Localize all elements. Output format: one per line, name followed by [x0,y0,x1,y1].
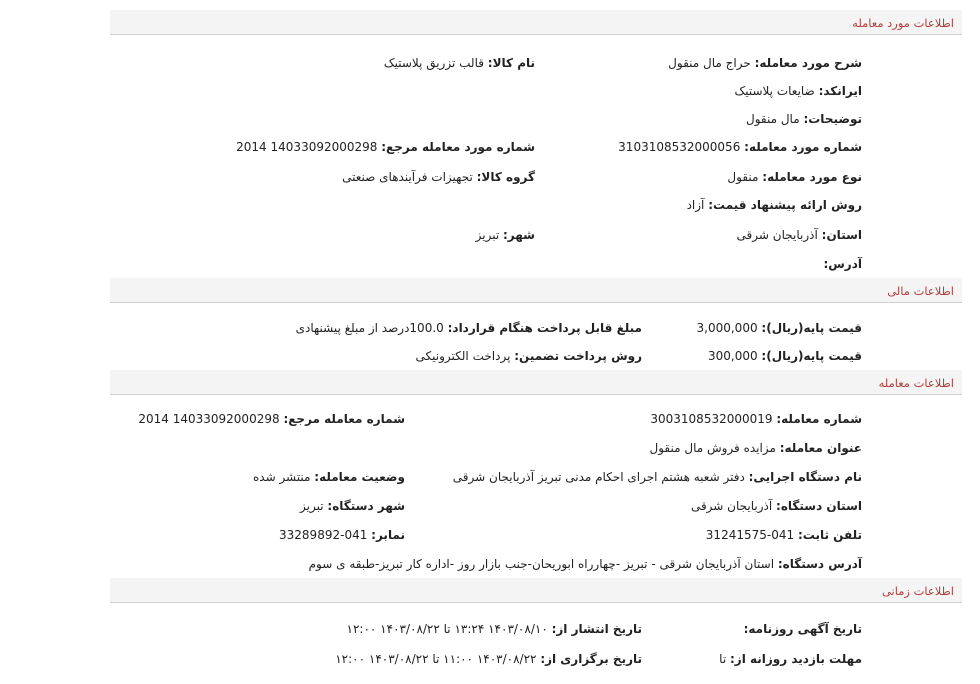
field-item-number: شماره مورد معامله: 3103108532000056 [618,140,862,154]
field-newspaper-date: تاریخ آگهی روزنامه: [743,622,862,636]
field-description: شرح مورد معامله: حراج مال منقول [668,56,862,70]
section-timing [110,578,962,603]
field-base-price-2: قیمت پایه(ریال): 300,000 [707,349,862,363]
field-publish-date: تاریخ انتشار از: ۱۴۰۳/۰۸/۱۰ ۱۳:۲۴ تا ۱۴۰۳/۰۸/۲۲ ۱۲:۰۰ [346,622,642,636]
section-deal [110,370,962,395]
field-visit-deadline: مهلت بازدید روزانه از: تا [719,652,862,666]
field-deal-number: شماره معامله: 3003108532000019 [650,412,862,426]
field-base-price-1: قیمت پایه(ریال): 3,000,000 [696,321,862,335]
field-org-city: شهر دستگاه: تبریز [300,499,405,513]
section-title: اطلاعات معامله [878,376,954,390]
field-goods-group: گروه کالا: تجهیزات فرآیندهای صنعتی [342,170,535,184]
field-payable-amount: مبلغ قابل پرداخت هنگام قرارداد: 100.0درصد از مبلغ پیشنهادی [295,321,642,335]
section-title: اطلاعات زمانی [881,584,954,598]
field-organization: نام دستگاه اجرایی: دفتر شعبه هشتم اجرای احکام مدنی تبریز آذربایجان شرقی [452,470,862,484]
field-offer-method: روش ارائه پیشنهاد قیمت: آزاد [686,198,862,212]
field-item-type: نوع مورد معامله: منقول [727,170,862,184]
field-deal-title: عنوان معامله: مزایده فروش مال منقول [649,441,862,455]
field-ref-number: شماره مورد معامله مرجع: 14033092000298 2014 [236,140,535,154]
field-deal-ref-number: شماره معامله مرجع: 14033092000298 2014 [138,412,405,426]
section-deal-info [110,10,962,35]
field-org-address: آدرس دستگاه: استان آذربایجان شرقی - تبریز -چهارراه ابوریحان-جنب بازار روز -اداره کار تبریز-طبقه ی سوم [308,557,862,571]
section-financial [110,278,962,303]
field-holding-date: تاریخ برگزاری از: ۱۴۰۳/۰۸/۲۲ ۱۱:۰۰ تا ۱۴۰۳/۰۸/۲۲ ۱۲:۰۰ [335,652,642,666]
field-phone: تلفن ثابت: 041-31241575 [705,528,862,542]
field-brand: ایرانکد: ضایعات پلاستیک [734,84,862,98]
field-province: استان: آذربایجان شرقی [736,228,862,242]
field-org-province: استان دستگاه: آذربایجان شرقی [690,499,862,513]
field-notes: توضیحات: مال منقول [745,112,862,126]
field-city: شهر: تبریز [475,228,535,242]
field-item-name: نام کالا: قالب تزریق پلاستیک [383,56,535,70]
section-title: اطلاعات مالی [887,284,954,298]
section-title: اطلاعات مورد معامله [852,16,954,30]
field-fax: نمابر: 041-33289892 [279,528,405,542]
field-guarantee-method: روش پرداخت تضمین: پرداخت الکترونیکی [415,349,642,363]
field-address: آدرس: [823,257,862,271]
field-status: وضعیت معامله: منتشر شده [252,470,405,484]
